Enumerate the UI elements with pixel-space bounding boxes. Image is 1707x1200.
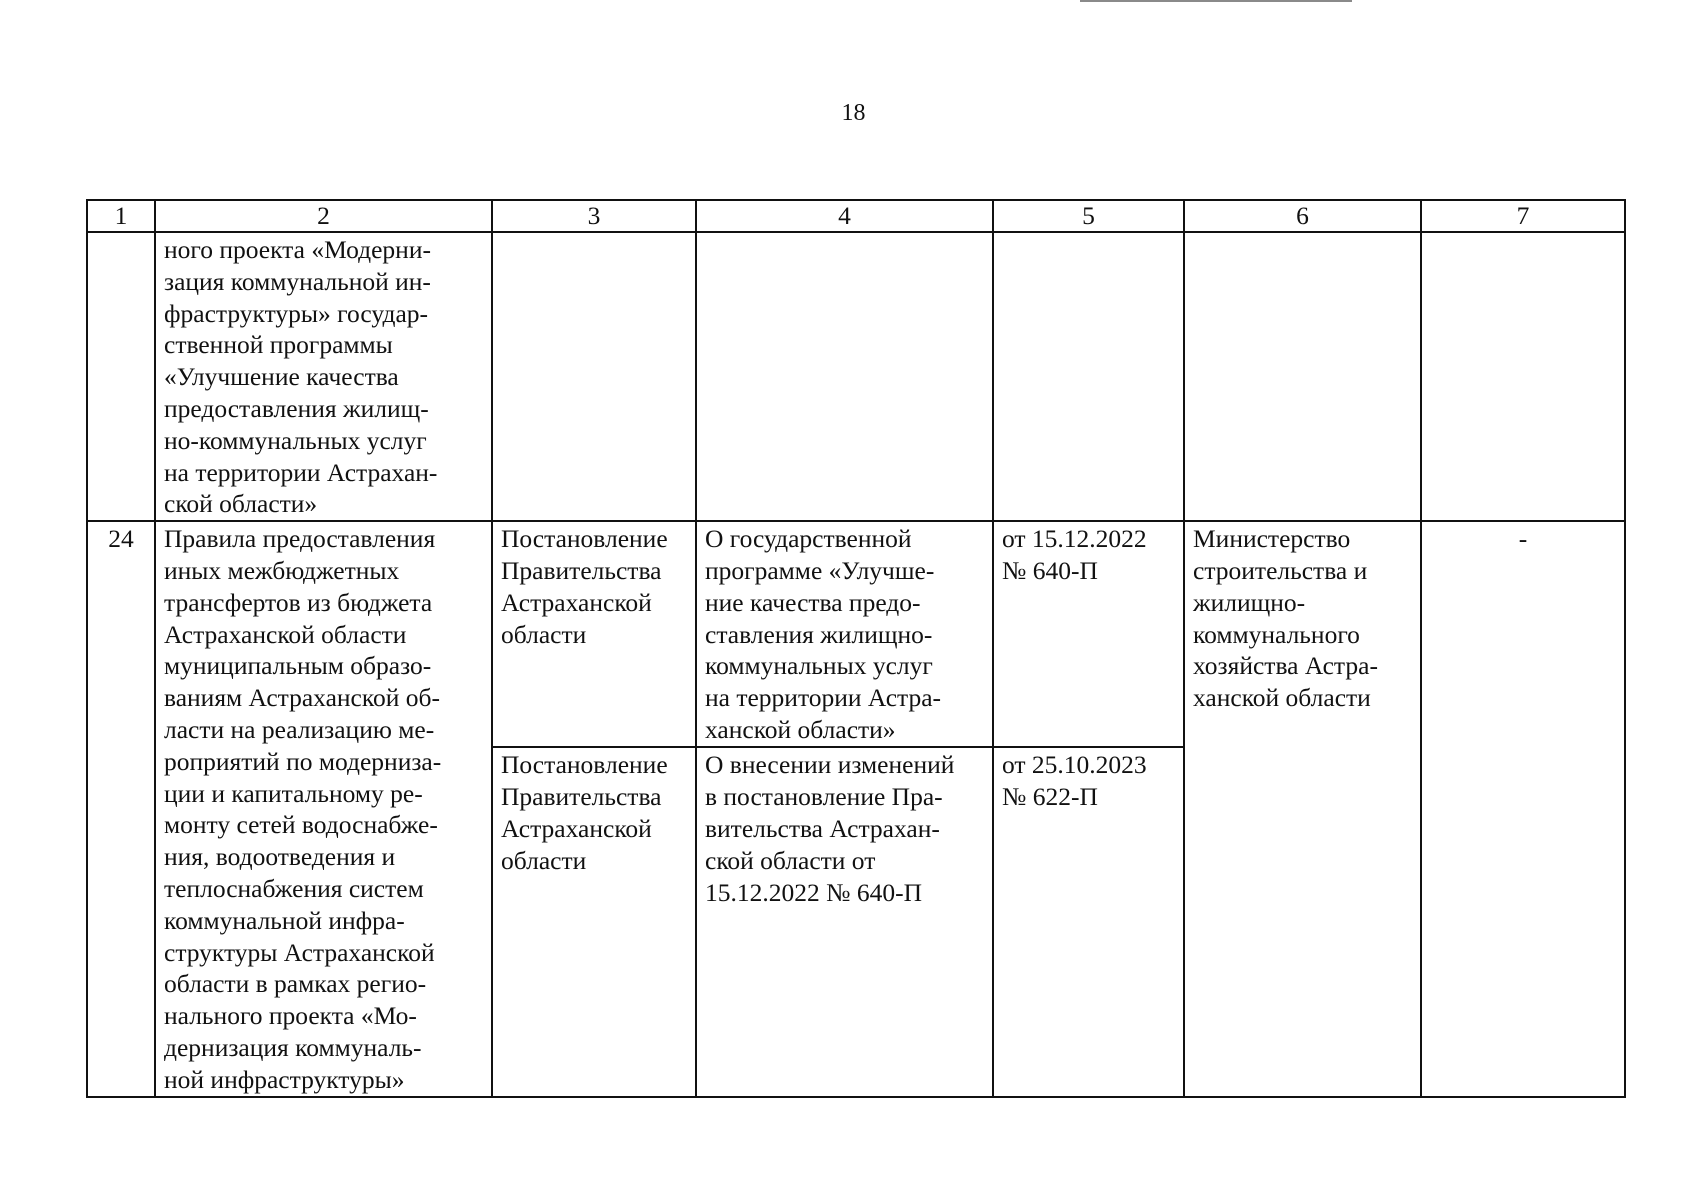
row-24-name-line: ласти на реализацию ме- [164, 714, 435, 744]
header-col-7: 7 [1421, 200, 1625, 232]
row-24-name-line: иных межбюджетных [164, 555, 400, 585]
row-24-name-line: ции и капитальному ре- [164, 778, 423, 808]
row-24-name-line: коммунальной инфра- [164, 905, 405, 935]
row-24-first [87, 521, 1625, 747]
cont-name-line: на территории Астрахан- [164, 457, 438, 487]
cont-name-line: но-коммунальных услуг [164, 425, 427, 455]
act-2-title-cell [696, 747, 993, 1096]
cont-act-type-cell [492, 232, 696, 521]
act-2-type-line: Астраханской [501, 814, 652, 844]
row-24-name-line: структуры Астраханской [164, 937, 435, 967]
row-24-name-line: ваниям Астраханской об- [164, 683, 440, 713]
row-24-name-cell [155, 521, 492, 1096]
row-24-name-line: ния, водоотведения и [164, 842, 396, 872]
cont-act-date-cell [993, 232, 1184, 521]
cont-name-line: ственной программы [164, 330, 393, 360]
row-24-name-line: трансфертов из бюджета [164, 587, 433, 617]
cont-act-title-cell [696, 232, 993, 521]
act-2-type-cell [492, 747, 696, 1096]
responsible-line: ханской области [1193, 683, 1371, 713]
act-1-date-cell [993, 521, 1184, 747]
act-1-title-line: программе «Улучше- [705, 555, 935, 585]
act-2-type-line: Постановление [501, 750, 668, 780]
header-col-2: 2 [155, 200, 492, 232]
cont-name-line: ного проекта «Модерни- [164, 235, 431, 264]
act-2-type-line: области [501, 845, 587, 875]
row-24-name-line: ной инфраструктуры» [164, 1064, 405, 1094]
row-24-name-line: нального проекта «Мо- [164, 1001, 417, 1031]
row-24-name-line: роприятий по модерниза- [164, 746, 442, 776]
act-1-title-line: ставления жилищно- [705, 619, 933, 649]
responsible-line: жилищно- [1193, 587, 1306, 617]
cont-number-cell [87, 232, 155, 521]
act-1-title-line: ханской области» [705, 714, 896, 744]
act-1-type-line: Постановление [501, 524, 668, 554]
table-header-row [87, 200, 1625, 232]
act-2-type-line: Правительства [501, 782, 662, 812]
act-1-date: от 15.12.2022 [1002, 524, 1147, 554]
responsible-line: Министерство [1193, 524, 1351, 554]
row-24-name-line: Правила предоставления [164, 524, 436, 554]
row-24-name-line: дернизация коммуналь- [164, 1032, 422, 1062]
cont-name-line: предоставления жилищ- [164, 393, 429, 423]
act-1-title-line: на территории Астра- [705, 683, 942, 713]
header-col-5: 5 [993, 200, 1184, 232]
cont-name-cell [155, 232, 492, 521]
row-24-name-line: области в рамках регио- [164, 969, 427, 999]
cont-responsible-cell [1184, 232, 1421, 521]
responsible-line: хозяйства Астра- [1193, 651, 1378, 681]
header-col-3: 3 [492, 200, 696, 232]
cont-note-cell [1421, 232, 1625, 521]
act-1-type-line: области [501, 619, 587, 649]
continuation-row [87, 232, 1625, 521]
cont-name-line: ской области» [164, 489, 318, 519]
act-1-type-line: Астраханской [501, 587, 652, 617]
act-1-type-line: Правительства [501, 555, 662, 585]
header-col-1: 1 [87, 200, 155, 232]
cont-name-line: фраструктуры» государ- [164, 298, 429, 328]
legal-acts-table [86, 199, 1626, 1098]
act-2-title-line: в постановление Пра- [705, 782, 943, 812]
act-2-number: № 622-П [1002, 782, 1098, 812]
responsible-line: строительства и [1193, 555, 1368, 585]
act-2-date-cell [993, 747, 1184, 1096]
act-1-title-line: ние качества предо- [705, 587, 921, 617]
row-24-name-line: монту сетей водоснабже- [164, 810, 438, 840]
act-2-title-line: О внесении изменений [705, 750, 955, 780]
act-1-number: № 640-П [1002, 555, 1098, 585]
row-24-number: 24 [87, 521, 155, 1096]
header-col-4: 4 [696, 200, 993, 232]
responsible-line: коммунального [1193, 619, 1360, 649]
act-2-date: от 25.10.2023 [1002, 750, 1147, 780]
act-2-title-line: 15.12.2022 № 640-П [705, 877, 922, 907]
act-2-title-line: вительства Астрахан- [705, 814, 940, 844]
act-1-title-cell [696, 521, 993, 747]
row-24-name-line: теплоснабжения систем [164, 873, 424, 903]
row-24-name-line: муниципальным образо- [164, 651, 432, 681]
act-1-type-cell [492, 521, 696, 747]
cont-name-line: зация коммунальной ин- [164, 266, 431, 296]
cont-name-line: «Улучшение качества [164, 362, 399, 392]
act-2-title-line: ской области от [705, 845, 876, 875]
row-24-responsible-cell [1184, 521, 1421, 1096]
act-1-title-line: коммунальных услуг [705, 651, 933, 681]
page-number: 18 [841, 100, 866, 126]
top-scan-mark [1080, 0, 1352, 2]
row-24-note-cell: - [1421, 521, 1625, 1096]
row-24-name-line: Астраханской области [164, 619, 407, 649]
act-1-title-line: О государственной [705, 524, 912, 554]
header-col-6: 6 [1184, 200, 1421, 232]
